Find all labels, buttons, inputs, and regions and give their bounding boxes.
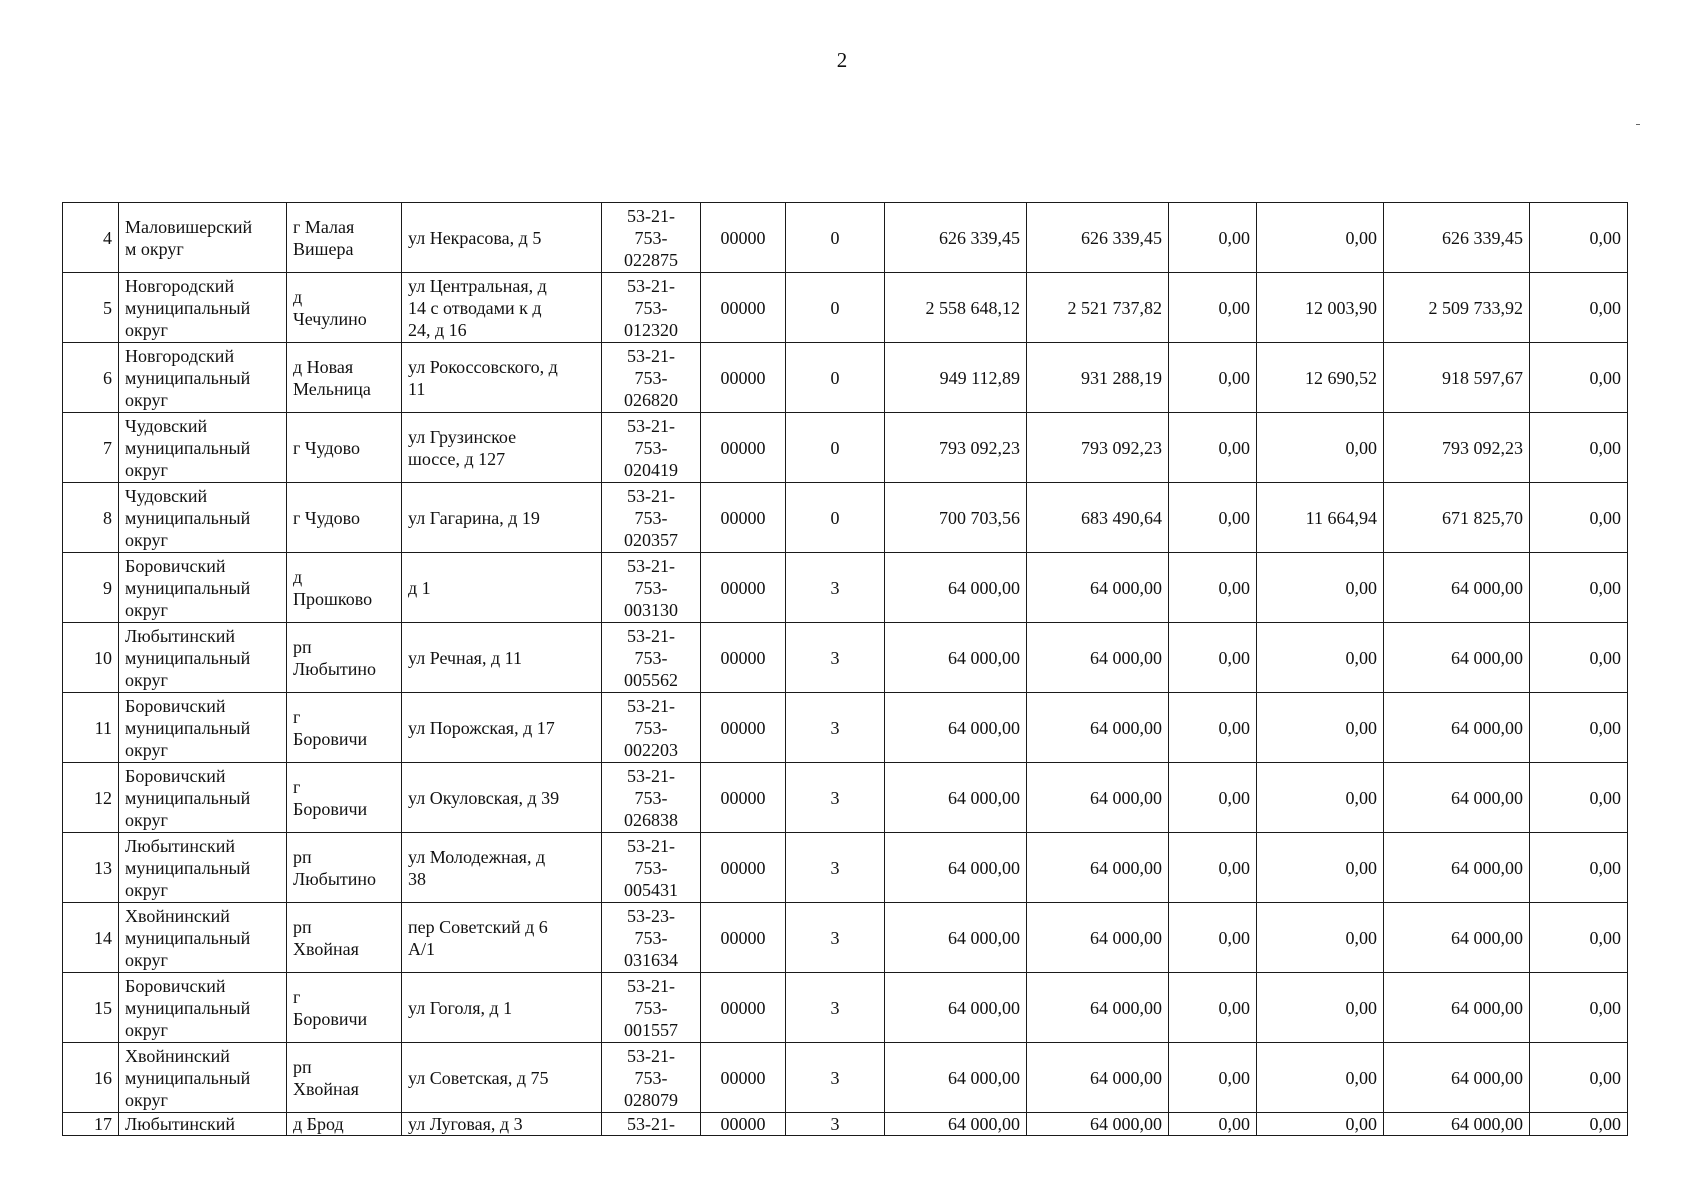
amount-6-cell: 0,00 [1530,833,1628,903]
amount-5-cell: 64 000,00 [1384,1113,1530,1136]
amount-5-cell: 64 000,00 [1384,903,1530,973]
table-row [63,693,1628,763]
category-cell: 0 [786,273,885,343]
amount-5-cell: 64 000,00 [1384,553,1530,623]
amount-6-cell: 0,00 [1530,343,1628,413]
amount-5-cell: 671 825,70 [1384,483,1530,553]
amount-1-cell: 626 339,45 [885,203,1027,273]
amount-2-cell: 683 490,64 [1027,483,1169,553]
amount-5-cell: 918 597,67 [1384,343,1530,413]
literal-code-cell: 00000 [701,413,786,483]
category-cell: 3 [786,623,885,693]
address-cell: ул Луговая, д 3 [402,1113,602,1136]
table-row [63,413,1628,483]
row-number-cell: 4 [63,203,119,273]
amount-4-cell: 0,00 [1257,973,1384,1043]
category-cell: 3 [786,903,885,973]
amount-4-cell: 0,00 [1257,1043,1384,1113]
category-cell: 0 [786,343,885,413]
code-cell: 53-21- 753- 028079 [602,1043,701,1113]
address-cell: ул Рокоссовского, д 11 [402,343,602,413]
locality-cell: д Прошково [287,553,402,623]
code-cell: 53-23- 753- 031634 [602,903,701,973]
amount-6-cell: 0,00 [1530,623,1628,693]
amount-1-cell: 64 000,00 [885,693,1027,763]
address-cell: ул Советская, д 75 [402,1043,602,1113]
literal-code-cell: 00000 [701,273,786,343]
category-cell: 0 [786,413,885,483]
amount-3-cell: 0,00 [1169,553,1257,623]
address-cell: ул Речная, д 11 [402,623,602,693]
literal-code-cell: 00000 [701,693,786,763]
municipality-cell: Новгородский муниципальный округ [119,273,287,343]
locality-cell: рп Любытино [287,623,402,693]
amount-2-cell: 626 339,45 [1027,203,1169,273]
registry-rows [63,203,1628,1136]
amount-2-cell: 64 000,00 [1027,763,1169,833]
locality-cell: г Чудово [287,483,402,553]
amount-4-cell: 12 003,90 [1257,273,1384,343]
category-cell: 3 [786,1113,885,1136]
code-cell: 53-21- 753- 026820 [602,343,701,413]
amount-6-cell: 0,00 [1530,1113,1628,1136]
table-row [63,273,1628,343]
amount-2-cell: 931 288,19 [1027,343,1169,413]
address-cell: ул Молодежная, д 38 [402,833,602,903]
amount-4-cell: 0,00 [1257,1113,1384,1136]
literal-code-cell: 00000 [701,203,786,273]
row-number-cell: 15 [63,973,119,1043]
locality-cell: г Боровичи [287,693,402,763]
amount-6-cell: 0,00 [1530,693,1628,763]
code-cell: 53-21- 753- 020419 [602,413,701,483]
code-cell: 53-21- 753- 002203 [602,693,701,763]
amount-1-cell: 2 558 648,12 [885,273,1027,343]
amount-3-cell: 0,00 [1169,273,1257,343]
scan-speck [1636,124,1640,125]
municipality-cell: Новгородский муниципальный округ [119,343,287,413]
amount-6-cell: 0,00 [1530,1043,1628,1113]
amount-3-cell: 0,00 [1169,833,1257,903]
literal-code-cell: 00000 [701,483,786,553]
amount-3-cell: 0,00 [1169,693,1257,763]
amount-1-cell: 64 000,00 [885,833,1027,903]
amount-4-cell: 0,00 [1257,623,1384,693]
address-cell: ул Порожская, д 17 [402,693,602,763]
amount-5-cell: 64 000,00 [1384,623,1530,693]
municipality-cell: Чудовский муниципальный округ [119,413,287,483]
amount-5-cell: 64 000,00 [1384,833,1530,903]
amount-6-cell: 0,00 [1530,413,1628,483]
amount-2-cell: 64 000,00 [1027,623,1169,693]
amount-2-cell: 793 092,23 [1027,413,1169,483]
row-number-cell: 7 [63,413,119,483]
code-cell: 53-21- 753- 012320 [602,273,701,343]
amount-1-cell: 64 000,00 [885,623,1027,693]
municipality-cell: Хвойнинский муниципальный округ [119,1043,287,1113]
row-number-cell: 5 [63,273,119,343]
amount-1-cell: 64 000,00 [885,1043,1027,1113]
table-row [63,623,1628,693]
amount-5-cell: 64 000,00 [1384,763,1530,833]
amount-6-cell: 0,00 [1530,203,1628,273]
registry-table [62,202,1628,1136]
address-cell: пер Советский д 6 А/1 [402,903,602,973]
municipality-cell: Любытинский [119,1113,287,1136]
amount-2-cell: 64 000,00 [1027,1043,1169,1113]
municipality-cell: Боровичский муниципальный округ [119,973,287,1043]
row-number-cell: 13 [63,833,119,903]
amount-4-cell: 0,00 [1257,833,1384,903]
amount-3-cell: 0,00 [1169,763,1257,833]
category-cell: 3 [786,1043,885,1113]
amount-1-cell: 64 000,00 [885,1113,1027,1136]
amount-6-cell: 0,00 [1530,483,1628,553]
amount-3-cell: 0,00 [1169,1043,1257,1113]
amount-1-cell: 64 000,00 [885,763,1027,833]
address-cell: ул Гоголя, д 1 [402,973,602,1043]
row-number-cell: 14 [63,903,119,973]
literal-code-cell: 00000 [701,623,786,693]
locality-cell: рп Хвойная [287,903,402,973]
address-cell: ул Центральная, д 14 с отводами к д 24, д 16 [402,273,602,343]
amount-1-cell: 64 000,00 [885,553,1027,623]
code-cell: 53-21- 753- 003130 [602,553,701,623]
amount-2-cell: 64 000,00 [1027,973,1169,1043]
row-number-cell: 10 [63,623,119,693]
locality-cell: д Чечулино [287,273,402,343]
table-row [63,483,1628,553]
table-row [63,763,1628,833]
amount-5-cell: 64 000,00 [1384,1043,1530,1113]
amount-1-cell: 793 092,23 [885,413,1027,483]
row-number-cell: 8 [63,483,119,553]
amount-1-cell: 64 000,00 [885,903,1027,973]
row-number-cell: 12 [63,763,119,833]
amount-5-cell: 626 339,45 [1384,203,1530,273]
amount-4-cell: 0,00 [1257,553,1384,623]
amount-2-cell: 2 521 737,82 [1027,273,1169,343]
literal-code-cell: 00000 [701,903,786,973]
code-cell: 53-21- 753- 022875 [602,203,701,273]
amount-6-cell: 0,00 [1530,903,1628,973]
code-cell: 53-21- 753- 005431 [602,833,701,903]
amount-2-cell: 64 000,00 [1027,1113,1169,1136]
municipality-cell: Боровичский муниципальный округ [119,763,287,833]
amount-1-cell: 64 000,00 [885,973,1027,1043]
amount-1-cell: 700 703,56 [885,483,1027,553]
amount-5-cell: 64 000,00 [1384,693,1530,763]
table-row [63,343,1628,413]
amount-4-cell: 0,00 [1257,693,1384,763]
locality-cell: г Малая Вишера [287,203,402,273]
address-cell: ул Грузинское шоссе, д 127 [402,413,602,483]
amount-4-cell: 0,00 [1257,763,1384,833]
amount-2-cell: 64 000,00 [1027,903,1169,973]
amount-3-cell: 0,00 [1169,413,1257,483]
address-cell: д 1 [402,553,602,623]
table-row [63,903,1628,973]
literal-code-cell: 00000 [701,1113,786,1136]
locality-cell: г Чудово [287,413,402,483]
amount-3-cell: 0,00 [1169,203,1257,273]
code-cell: 53-21- 753- 001557 [602,973,701,1043]
address-cell: ул Окуловская, д 39 [402,763,602,833]
address-cell: ул Некрасова, д 5 [402,203,602,273]
row-number-cell: 6 [63,343,119,413]
amount-2-cell: 64 000,00 [1027,833,1169,903]
table-row [63,203,1628,273]
code-cell: 53-21- 753- 005562 [602,623,701,693]
amount-2-cell: 64 000,00 [1027,693,1169,763]
amount-4-cell: 11 664,94 [1257,483,1384,553]
table-row [63,553,1628,623]
municipality-cell: Любытинский муниципальный округ [119,623,287,693]
amount-4-cell: 0,00 [1257,903,1384,973]
amount-3-cell: 0,00 [1169,483,1257,553]
amount-6-cell: 0,00 [1530,763,1628,833]
row-number-cell: 16 [63,1043,119,1113]
page-number: 2 [836,48,848,72]
row-number-cell: 11 [63,693,119,763]
amount-3-cell: 0,00 [1169,973,1257,1043]
locality-cell: рп Хвойная [287,1043,402,1113]
locality-cell: рп Любытино [287,833,402,903]
literal-code-cell: 00000 [701,833,786,903]
category-cell: 3 [786,693,885,763]
code-cell: 53-21- 753- 020357 [602,483,701,553]
table-row [63,1113,1628,1136]
amount-6-cell: 0,00 [1530,273,1628,343]
municipality-cell: Боровичский муниципальный округ [119,553,287,623]
amount-5-cell: 2 509 733,92 [1384,273,1530,343]
amount-4-cell: 0,00 [1257,203,1384,273]
category-cell: 3 [786,833,885,903]
amount-2-cell: 64 000,00 [1027,553,1169,623]
municipality-cell: Чудовский муниципальный округ [119,483,287,553]
table-row [63,833,1628,903]
locality-cell: д Брод [287,1113,402,1136]
municipality-cell: Хвойнинский муниципальный округ [119,903,287,973]
address-cell: ул Гагарина, д 19 [402,483,602,553]
municipality-cell: Боровичский муниципальный округ [119,693,287,763]
amount-4-cell: 12 690,52 [1257,343,1384,413]
literal-code-cell: 00000 [701,763,786,833]
table-row [63,1043,1628,1113]
municipality-cell: Маловишерский м округ [119,203,287,273]
category-cell: 0 [786,203,885,273]
locality-cell: г Боровичи [287,973,402,1043]
row-number-cell: 9 [63,553,119,623]
amount-6-cell: 0,00 [1530,973,1628,1043]
amount-3-cell: 0,00 [1169,343,1257,413]
literal-code-cell: 00000 [701,343,786,413]
amount-5-cell: 64 000,00 [1384,973,1530,1043]
category-cell: 3 [786,763,885,833]
row-number-cell: 17 [63,1113,119,1136]
locality-cell: г Боровичи [287,763,402,833]
category-cell: 3 [786,973,885,1043]
literal-code-cell: 00000 [701,553,786,623]
literal-code-cell: 00000 [701,1043,786,1113]
category-cell: 3 [786,553,885,623]
category-cell: 0 [786,483,885,553]
table-row [63,973,1628,1043]
code-cell: 53-21- [602,1113,701,1136]
amount-5-cell: 793 092,23 [1384,413,1530,483]
amount-6-cell: 0,00 [1530,553,1628,623]
amount-3-cell: 0,00 [1169,1113,1257,1136]
amount-1-cell: 949 112,89 [885,343,1027,413]
amount-3-cell: 0,00 [1169,623,1257,693]
amount-4-cell: 0,00 [1257,413,1384,483]
amount-3-cell: 0,00 [1169,903,1257,973]
literal-code-cell: 00000 [701,973,786,1043]
code-cell: 53-21- 753- 026838 [602,763,701,833]
locality-cell: д Новая Мельница [287,343,402,413]
municipality-cell: Любытинский муниципальный округ [119,833,287,903]
